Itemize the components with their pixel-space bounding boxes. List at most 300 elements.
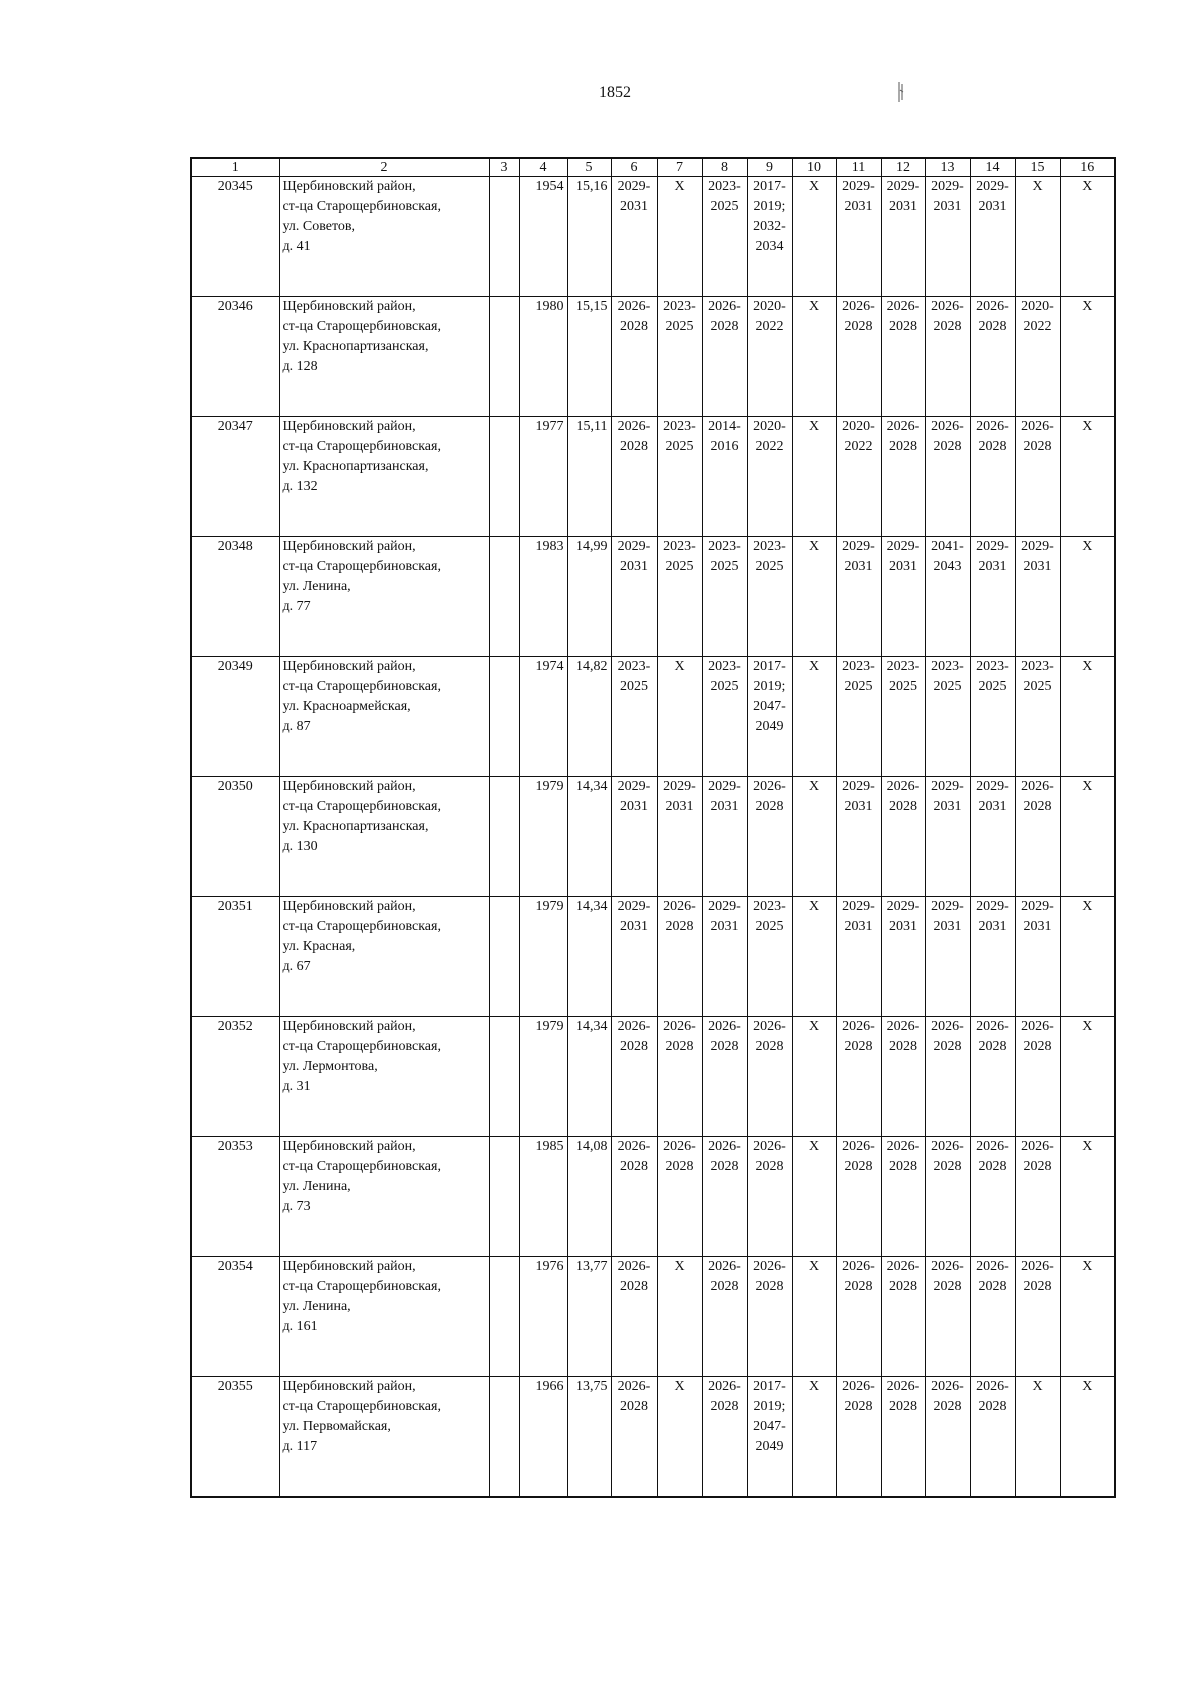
period-value: 2029- 2031 — [617, 899, 651, 934]
address-line: ул. Лермонтова, — [282, 1059, 378, 1074]
record-id: 20351 — [191, 897, 279, 1017]
period-value: Х — [1082, 1019, 1093, 1034]
period-value: Х — [808, 1259, 820, 1274]
period-cell-13 — [925, 177, 970, 297]
period-value: Х — [808, 1379, 820, 1394]
address-line: д. 67 — [282, 959, 311, 974]
period-value: 2029- 2031 — [1021, 899, 1054, 934]
period-value: 2023- 2025 — [753, 539, 786, 574]
period-cell-8 — [702, 1137, 747, 1257]
period-value: Х — [1082, 419, 1093, 434]
period-cell-11 — [836, 777, 881, 897]
address-line: д. 41 — [282, 239, 311, 254]
period-cell-14 — [970, 537, 1015, 657]
period-cell-15 — [1015, 897, 1060, 1017]
period-value: 2023- 2025 — [708, 659, 741, 694]
period-value: 2026- 2028 — [1021, 779, 1054, 814]
period-value: 2026- 2028 — [976, 299, 1009, 334]
period-cell-6 — [611, 1377, 657, 1497]
address-line: ул. Краснопартизанская, — [282, 819, 429, 834]
table-row — [191, 537, 1115, 657]
period-cell-6 — [611, 777, 657, 897]
period-cell-7 — [657, 777, 702, 897]
period-value: Х — [1082, 659, 1093, 674]
period-cell-13 — [925, 537, 970, 657]
period-cell-9 — [747, 417, 792, 537]
address-cell — [279, 537, 489, 657]
record-id: 20350 — [191, 777, 279, 897]
period-value: 2026- 2028 — [842, 1139, 875, 1174]
period-cell-15 — [1015, 417, 1060, 537]
period-value: 2026- 2028 — [931, 299, 964, 334]
period-cell-7 — [657, 537, 702, 657]
address-line: Щербиновский район, — [282, 1259, 416, 1274]
period-cell-8 — [702, 1017, 747, 1137]
period-value: 2026- 2028 — [617, 419, 651, 454]
period-cell-10 — [792, 777, 836, 897]
period-value: 2026- 2028 — [886, 779, 920, 814]
period-cell-15 — [1015, 177, 1060, 297]
period-value: 2026- 2028 — [617, 1259, 651, 1294]
period-value: 2026- 2028 — [708, 1139, 741, 1174]
period-cell-8 — [702, 177, 747, 297]
period-cell-13 — [925, 1137, 970, 1257]
period-value: 2026- 2028 — [976, 419, 1009, 454]
col-3-cell — [489, 1257, 519, 1377]
period-cell-7 — [657, 1137, 702, 1257]
period-cell-16 — [1060, 657, 1115, 777]
address-cell — [279, 177, 489, 297]
column-header-15: 15 — [1015, 158, 1060, 177]
period-cell-6 — [611, 1137, 657, 1257]
period-cell-13 — [925, 297, 970, 417]
period-cell-14 — [970, 417, 1015, 537]
table-row — [191, 177, 1115, 297]
period-cell-6 — [611, 657, 657, 777]
period-cell-11 — [836, 1257, 881, 1377]
address-line: ул. Красноармейская, — [282, 699, 411, 714]
address-cell — [279, 897, 489, 1017]
period-cell-16 — [1060, 1017, 1115, 1137]
period-cell-6 — [611, 1017, 657, 1137]
period-cell-15 — [1015, 1377, 1060, 1497]
period-cell-6 — [611, 297, 657, 417]
period-value: 2026- 2028 — [753, 1259, 786, 1294]
build-year: 1979 — [519, 777, 567, 897]
period-cell-14 — [970, 177, 1015, 297]
period-value: 2029- 2031 — [617, 179, 651, 214]
address-line: ст-ца Старощербиновская, — [282, 439, 441, 454]
period-cell-15 — [1015, 1137, 1060, 1257]
period-cell-8 — [702, 1377, 747, 1497]
period-cell-9 — [747, 177, 792, 297]
col-3-cell — [489, 537, 519, 657]
period-value: 2029- 2031 — [1021, 539, 1054, 574]
period-cell-9 — [747, 777, 792, 897]
col-3-cell — [489, 297, 519, 417]
period-cell-10 — [792, 1377, 836, 1497]
period-value: 2029- 2031 — [886, 179, 920, 214]
period-cell-8 — [702, 417, 747, 537]
period-value: 2017- 2019; 2047- 2049 — [753, 1379, 786, 1454]
period-value: Х — [808, 299, 820, 314]
period-value: Х — [1082, 1139, 1093, 1154]
period-value: Х — [808, 659, 820, 674]
period-cell-9 — [747, 897, 792, 1017]
scan-mark-icon — [896, 80, 906, 104]
period-value: 2026- 2028 — [886, 1139, 920, 1174]
address-line: Щербиновский район, — [282, 419, 416, 434]
build-year: 1974 — [519, 657, 567, 777]
period-cell-8 — [702, 537, 747, 657]
period-value: 2026- 2028 — [617, 1379, 651, 1414]
period-value: Х — [674, 1259, 685, 1274]
period-value: 2029- 2031 — [617, 779, 651, 814]
period-cell-16 — [1060, 777, 1115, 897]
period-value: Х — [1082, 899, 1093, 914]
period-value: 2026- 2028 — [976, 1379, 1009, 1414]
period-cell-11 — [836, 657, 881, 777]
period-cell-10 — [792, 1017, 836, 1137]
address-line: ул. Первомайская, — [282, 1419, 391, 1434]
period-cell-15 — [1015, 657, 1060, 777]
period-cell-7 — [657, 297, 702, 417]
address-cell — [279, 417, 489, 537]
period-value: 2023- 2025 — [708, 539, 741, 574]
value-cell: 15,16 — [567, 177, 611, 297]
col-3-cell — [489, 897, 519, 1017]
period-cell-10 — [792, 1257, 836, 1377]
period-value: 2017- 2019; 2032- 2034 — [753, 179, 786, 254]
period-cell-12 — [881, 537, 925, 657]
period-cell-14 — [970, 297, 1015, 417]
period-value: 2029- 2031 — [931, 179, 964, 214]
period-value: 2029- 2031 — [842, 179, 875, 214]
period-value: 2029- 2031 — [931, 899, 964, 934]
period-value: 2026- 2028 — [931, 1019, 964, 1054]
address-line: ст-ца Старощербиновская, — [282, 1399, 441, 1414]
record-id: 20347 — [191, 417, 279, 537]
address-line: Щербиновский район, — [282, 1019, 416, 1034]
period-cell-14 — [970, 1137, 1015, 1257]
build-year: 1983 — [519, 537, 567, 657]
table-row — [191, 777, 1115, 897]
address-line: Щербиновский район, — [282, 779, 416, 794]
period-cell-8 — [702, 297, 747, 417]
period-cell-9 — [747, 1257, 792, 1377]
value-cell: 13,77 — [567, 1257, 611, 1377]
address-line: ул. Ленина, — [282, 579, 351, 594]
address-line: д. 161 — [282, 1319, 318, 1334]
period-cell-12 — [881, 1137, 925, 1257]
address-line: ст-ца Старощербиновская, — [282, 199, 441, 214]
period-cell-13 — [925, 897, 970, 1017]
period-value: 2026- 2028 — [1021, 419, 1054, 454]
period-value: 2026- 2028 — [753, 779, 786, 814]
period-cell-7 — [657, 897, 702, 1017]
period-value: 2029- 2031 — [842, 899, 875, 934]
address-cell — [279, 1137, 489, 1257]
period-cell-16 — [1060, 417, 1115, 537]
address-line: Щербиновский район, — [282, 179, 416, 194]
address-line: ст-ца Старощербиновская, — [282, 799, 441, 814]
address-line: д. 117 — [282, 1439, 318, 1454]
period-cell-8 — [702, 897, 747, 1017]
column-header-13: 13 — [925, 158, 970, 177]
table-row — [191, 657, 1115, 777]
table-row — [191, 1137, 1115, 1257]
period-value: 2026- 2028 — [617, 299, 651, 334]
period-value: 2026- 2028 — [842, 1259, 875, 1294]
period-cell-11 — [836, 897, 881, 1017]
period-cell-15 — [1015, 537, 1060, 657]
value-cell: 14,08 — [567, 1137, 611, 1257]
period-cell-10 — [792, 657, 836, 777]
column-header-11: 11 — [836, 158, 881, 177]
period-cell-10 — [792, 537, 836, 657]
col-3-cell — [489, 1017, 519, 1137]
value-cell: 14,34 — [567, 777, 611, 897]
period-cell-7 — [657, 1017, 702, 1137]
value-cell: 14,34 — [567, 897, 611, 1017]
period-cell-12 — [881, 1017, 925, 1137]
column-header-1: 1 — [191, 158, 279, 177]
address-cell — [279, 1017, 489, 1137]
record-id: 20345 — [191, 177, 279, 297]
build-year: 1979 — [519, 1017, 567, 1137]
period-cell-6 — [611, 417, 657, 537]
address-line: ст-ца Старощербиновская, — [282, 559, 441, 574]
period-cell-12 — [881, 1257, 925, 1377]
address-line: ст-ца Старощербиновская, — [282, 919, 441, 934]
address-line: ул. Краснопартизанская, — [282, 339, 429, 354]
period-cell-7 — [657, 1257, 702, 1377]
period-value: 2023- 2025 — [842, 659, 875, 694]
period-value: 2023- 2025 — [931, 659, 964, 694]
period-cell-6 — [611, 537, 657, 657]
column-header-8: 8 — [702, 158, 747, 177]
period-value: 2026- 2028 — [663, 1019, 696, 1054]
header-row — [191, 158, 1115, 177]
value-cell: 14,82 — [567, 657, 611, 777]
period-value: 2029- 2031 — [886, 899, 920, 934]
period-value: 2026- 2028 — [886, 1379, 920, 1414]
period-cell-9 — [747, 1017, 792, 1137]
period-cell-13 — [925, 417, 970, 537]
period-value: Х — [1082, 299, 1093, 314]
value-cell: 15,11 — [567, 417, 611, 537]
address-line: Щербиновский район, — [282, 899, 416, 914]
period-cell-11 — [836, 417, 881, 537]
build-year: 1976 — [519, 1257, 567, 1377]
col-3-cell — [489, 657, 519, 777]
period-cell-14 — [970, 1257, 1015, 1377]
period-cell-10 — [792, 177, 836, 297]
address-line: ул. Ленина, — [282, 1299, 351, 1314]
column-header-14: 14 — [970, 158, 1015, 177]
period-cell-9 — [747, 297, 792, 417]
period-value: 2029- 2031 — [931, 779, 964, 814]
period-value: Х — [808, 539, 820, 554]
period-value: 2041- 2043 — [931, 539, 964, 574]
period-value: 2026- 2028 — [931, 1259, 964, 1294]
period-value: Х — [808, 899, 820, 914]
period-value: 2026- 2028 — [1021, 1019, 1054, 1054]
period-value: 2023- 2025 — [708, 179, 741, 214]
period-value: 2023- 2025 — [663, 539, 696, 574]
period-cell-13 — [925, 777, 970, 897]
address-line: Щербиновский район, — [282, 539, 416, 554]
period-value: 2023- 2025 — [886, 659, 920, 694]
period-value: 2029- 2031 — [617, 539, 651, 574]
period-cell-13 — [925, 1377, 970, 1497]
period-value: 2026- 2028 — [976, 1259, 1009, 1294]
period-cell-7 — [657, 417, 702, 537]
period-value: Х — [808, 1019, 820, 1034]
build-year: 1954 — [519, 177, 567, 297]
period-cell-10 — [792, 1137, 836, 1257]
period-value: 2026- 2028 — [753, 1139, 786, 1174]
period-value: 2026- 2028 — [708, 1379, 741, 1414]
col-3-cell — [489, 177, 519, 297]
address-line: Щербиновский район, — [282, 1379, 416, 1394]
period-value: 2026- 2028 — [617, 1019, 651, 1054]
period-cell-11 — [836, 537, 881, 657]
period-cell-14 — [970, 1017, 1015, 1137]
record-id: 20346 — [191, 297, 279, 417]
period-value: 2023- 2025 — [663, 419, 696, 454]
period-value: 2026- 2028 — [617, 1139, 651, 1174]
period-value: 2017- 2019; 2047- 2049 — [753, 659, 786, 734]
address-line: ул. Краснопартизанская, — [282, 459, 429, 474]
period-value: 2023- 2025 — [1021, 659, 1054, 694]
period-value: 2026- 2028 — [886, 419, 920, 454]
period-cell-13 — [925, 657, 970, 777]
address-line: ул. Красная, — [282, 939, 356, 954]
period-value: Х — [808, 419, 820, 434]
period-value: 2026- 2028 — [708, 299, 741, 334]
period-cell-13 — [925, 1017, 970, 1137]
column-header-12: 12 — [881, 158, 925, 177]
table-row — [191, 1257, 1115, 1377]
address-cell — [279, 297, 489, 417]
period-value: 2020- 2022 — [1021, 299, 1054, 334]
period-cell-11 — [836, 1137, 881, 1257]
period-cell-10 — [792, 897, 836, 1017]
address-line: ул. Советов, — [282, 219, 355, 234]
address-cell — [279, 657, 489, 777]
address-line: ст-ца Старощербиновская, — [282, 1039, 441, 1054]
value-cell: 13,75 — [567, 1377, 611, 1497]
period-cell-16 — [1060, 177, 1115, 297]
period-value: Х — [1082, 1259, 1093, 1274]
period-cell-6 — [611, 177, 657, 297]
period-value: 2026- 2028 — [886, 1259, 920, 1294]
column-header-5: 5 — [567, 158, 611, 177]
period-value: 2026- 2028 — [886, 299, 920, 334]
period-value: 2020- 2022 — [842, 419, 875, 454]
col-3-cell — [489, 1137, 519, 1257]
period-value: 2023- 2025 — [976, 659, 1009, 694]
period-cell-14 — [970, 777, 1015, 897]
period-cell-11 — [836, 1017, 881, 1137]
address-line: д. 87 — [282, 719, 311, 734]
record-id: 20354 — [191, 1257, 279, 1377]
col-3-cell — [489, 1377, 519, 1497]
period-cell-9 — [747, 1137, 792, 1257]
period-cell-12 — [881, 177, 925, 297]
period-cell-7 — [657, 657, 702, 777]
value-cell: 15,15 — [567, 297, 611, 417]
column-header-9: 9 — [747, 158, 792, 177]
address-line: д. 130 — [282, 839, 318, 854]
period-value: 2026- 2028 — [931, 1139, 964, 1174]
column-header-6: 6 — [611, 158, 657, 177]
table-row — [191, 897, 1115, 1017]
period-value: 2026- 2028 — [842, 1019, 875, 1054]
period-cell-12 — [881, 777, 925, 897]
address-line: д. 128 — [282, 359, 318, 374]
period-cell-15 — [1015, 777, 1060, 897]
period-value: 2029- 2031 — [976, 179, 1009, 214]
period-cell-12 — [881, 297, 925, 417]
period-value: Х — [808, 779, 820, 794]
period-value: 2029- 2031 — [842, 779, 875, 814]
period-value: Х — [1032, 179, 1043, 194]
period-value: 2026- 2028 — [886, 1019, 920, 1054]
period-value: 2020- 2022 — [753, 419, 786, 454]
col-3-cell — [489, 777, 519, 897]
column-header-3: 3 — [489, 158, 519, 177]
period-cell-7 — [657, 177, 702, 297]
period-cell-11 — [836, 177, 881, 297]
period-value: 2026- 2028 — [663, 899, 696, 934]
value-cell: 14,99 — [567, 537, 611, 657]
col-3-cell — [489, 417, 519, 537]
period-value: Х — [674, 1379, 685, 1394]
address-line: д. 31 — [282, 1079, 311, 1094]
period-cell-9 — [747, 1377, 792, 1497]
build-year: 1977 — [519, 417, 567, 537]
period-value: Х — [1082, 1379, 1093, 1394]
period-value: 2029- 2031 — [708, 779, 741, 814]
period-value: 2026- 2028 — [842, 1379, 875, 1414]
address-cell — [279, 1377, 489, 1497]
period-cell-11 — [836, 297, 881, 417]
period-cell-7 — [657, 1377, 702, 1497]
period-cell-12 — [881, 897, 925, 1017]
period-cell-9 — [747, 657, 792, 777]
period-value: 2023- 2025 — [753, 899, 786, 934]
period-value: Х — [1082, 779, 1093, 794]
period-value: Х — [808, 179, 820, 194]
address-cell — [279, 777, 489, 897]
period-cell-10 — [792, 297, 836, 417]
period-cell-8 — [702, 777, 747, 897]
period-cell-6 — [611, 897, 657, 1017]
period-value: 2029- 2031 — [976, 779, 1009, 814]
record-id: 20349 — [191, 657, 279, 777]
build-year: 1985 — [519, 1137, 567, 1257]
period-cell-8 — [702, 657, 747, 777]
period-cell-15 — [1015, 1257, 1060, 1377]
period-cell-14 — [970, 897, 1015, 1017]
period-value: 2023- 2025 — [617, 659, 651, 694]
address-line: ст-ца Старощербиновская, — [282, 1159, 441, 1174]
address-line: д. 73 — [282, 1199, 311, 1214]
record-id: 20352 — [191, 1017, 279, 1137]
period-cell-16 — [1060, 1257, 1115, 1377]
